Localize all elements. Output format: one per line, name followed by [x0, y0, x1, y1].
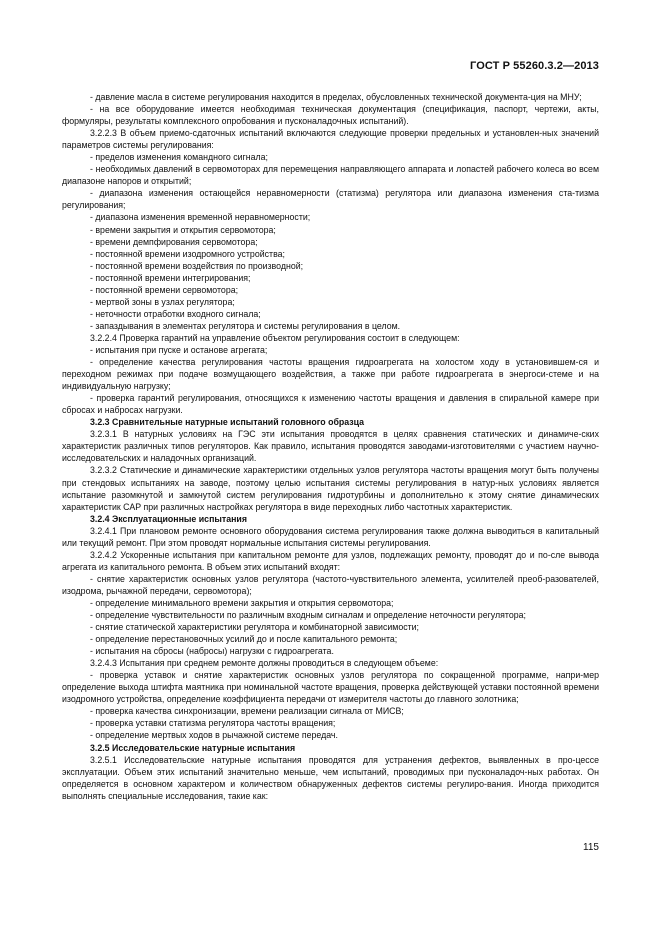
- document-code-header: ГОСТ Р 55260.3.2—2013: [470, 60, 599, 72]
- list-item: - определение чувствительности по различным входным сигналам и определение неточности регулятора;: [90, 610, 526, 621]
- list-item: - снятие характеристик основных узлов регулятора (частото-чувствительного элемента, усилителей преоб-разователей, изодрома, рычажной передачи, сервомотора);: [62, 573, 599, 596]
- paragraph: 3.2.4.1 При плановом ремонте основного оборудования система регулирования также должна выводиться в капитальный или текущий ремонт. При этом проводят нормальные испытания системы регулирования.: [62, 525, 599, 548]
- list-item: - определение перестановочных усилий до и после капитального ремонта;: [90, 634, 398, 645]
- list-item: - постоянной времени изодромного устройства;: [90, 248, 285, 259]
- page-number: 115: [583, 842, 599, 853]
- paragraph: 3.2.2.4 Проверка гарантий на управление объектом регулирования состоит в следующем:: [90, 332, 460, 343]
- list-item: - определение мертвых ходов в рычажной системе передач.: [90, 730, 338, 741]
- list-item: - пределов изменения командного сигнала;: [90, 152, 268, 163]
- list-item: - мертвой зоны в узлах регулятора;: [90, 296, 235, 307]
- list-item: - на все оборудование имеется необходимая техническая документация (спецификация, паспорт, чертежи, акты, формуляры, результаты комплексного опробования и пусконаладочных испытаний).: [62, 104, 599, 127]
- list-item: - проверка уставок и снятие характеристик основных узлов регулятора по сокращенной программе, напри-мер определение выхода штифта маятника при номинальной частоте вращения, проверка действующей уставки постоянной времени изодромного устройства, определение коэффициента передачи от измерителя частоты до главного золотника;: [62, 670, 599, 705]
- list-item: - испытания при пуске и останове агрегата;: [90, 344, 268, 355]
- list-item: - постоянной времени интегрирования;: [90, 272, 251, 283]
- paragraph: 3.2.5.1 Исследовательские натурные испытания проводятся для устранения дефектов, выявленных в про-цессе эксплуатации. Объем этих испытаний значительно меньше, чем испытаний, проводимых при пусконаладоч-ных работах. Он определяется в основном характером и количеством обнаруженных дефектов системы регулиро-вания. Иногда приходится выполнять специальные исследования, такие как:: [62, 754, 599, 801]
- paragraph: 3.2.4.3 Испытания при среднем ремонте должны проводиться в следующем объеме:: [90, 658, 439, 669]
- paragraph: 3.2.3.1 В натурных условиях на ГЭС эти испытания проводятся в целях сравнения статических и динамиче-ских характеристик различных типов регуляторов. Как правило, испытания проводятся заводами-изготовителями с участием научно-исследовательских и наладочных организаций.: [62, 429, 599, 464]
- list-item: - снятие статической характеристики регулятора и комбинаторной зависимости;: [90, 622, 419, 633]
- list-item: - давление масла в системе регулирования находится в пределах, обусловленных технической документа-ция на МНУ;: [90, 92, 582, 102]
- paragraph: 3.2.2.3 В объем приемо-сдаточных испытаний включаются следующие проверки предельных и установлен-ных значений параметров системы регулирования:: [62, 128, 599, 151]
- list-item: - времени демпфирования сервомотора;: [90, 236, 258, 247]
- list-item: - времени закрытия и открытия сервомотора;: [90, 224, 276, 235]
- list-item: - определение минимального времени закрытия и открытия сервомотора;: [90, 597, 394, 608]
- list-item: - проверка уставки статизма регулятора частоты вращения;: [90, 718, 336, 729]
- section-heading: 3.2.5 Исследовательские натурные испытания: [90, 742, 296, 753]
- list-item: - запаздывания в элементах регулятора и системы регулирования в целом.: [90, 320, 401, 331]
- paragraph: 3.2.3.2 Статические и динамические характеристики отдельных узлов регулятора частоты вращения могут быть получены при стендовых испытаниях на заводе, поэтому целью испытания системы регулирования в натур-ных условиях является испытание разомкнутой и замкнутой систем регулирования гидротурбины и дополнительно к этому снятие динамических характеристик САР при различных настройках регулятора в виде переходных либо частотных характеристик.: [62, 465, 599, 512]
- list-item: - постоянной времени воздействия по производной;: [90, 260, 304, 271]
- list-item: - определение качества регулирования частоты вращения гидроагрегата на холостом ходу в установившем-ся и переходном режимах при подаче возмущающего воздействия, а также при работе гидроагрегата в энергоси-стеме и на индивидуальную нагрузку;: [62, 357, 599, 392]
- list-item: - необходимых давлений в сервомоторах для перемещения направляющего аппарата и лопастей рабочего колеса во всем диапазоне напоров и открытий;: [62, 164, 599, 187]
- list-item: - диапазона изменения временной неравномерности;: [90, 212, 311, 223]
- section-heading: 3.2.3 Сравнительные натурные испытаний головного образца: [90, 417, 365, 428]
- list-item: - диапазона изменения остающейся неравномерности (статизма) регулятора или диапазона изменения ста-тизма регулирования;: [62, 188, 599, 211]
- document-body: [62, 91, 599, 802]
- list-item: - постоянной времени сервомотора;: [90, 284, 239, 295]
- paragraph: 3.2.4.2 Ускоренные испытания при капитальном ремонте для узлов, подлежащих ремонту, проводят до и по-сле вывода агрегата из капитального ремонта. В объем этих испытаний входят:: [62, 549, 599, 572]
- list-item: - проверка качества синхронизации, времени реализации сигнала от МИСВ;: [90, 706, 404, 717]
- section-heading: 3.2.4 Эксплуатационные испытания: [90, 513, 247, 524]
- list-item: - испытания на сбросы (набросы) нагрузки с гидроагрегата.: [90, 646, 334, 657]
- list-item: - проверка гарантий регулирования, относящихся к изменению частоты вращения и давления в спиральной камере при сбросах и набросах нагрузки.: [62, 393, 599, 416]
- list-item: - неточности отработки входного сигнала;: [90, 308, 261, 319]
